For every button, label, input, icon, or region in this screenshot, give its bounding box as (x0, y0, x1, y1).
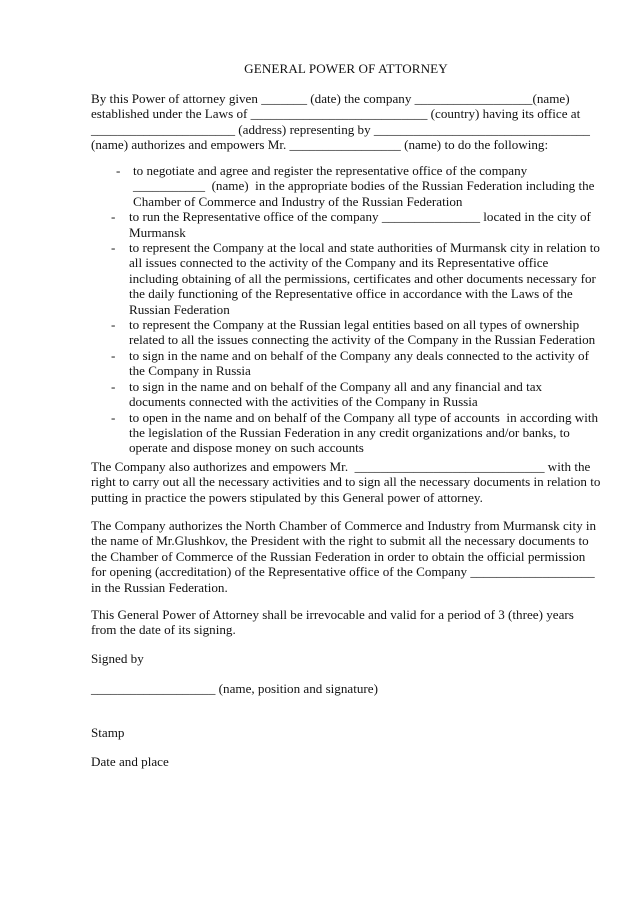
power-line: to sign in the name and on behalf of the Company all and any financial and tax (129, 378, 543, 394)
bullet-dash: - (111, 347, 116, 363)
validity-line: from the date of its signing. (91, 622, 236, 638)
intro-line: (name) authorizes and empowers Mr. _________________ (name) to do the following: (91, 137, 549, 153)
power-item (91, 410, 601, 456)
signature-caption: (name, position and signature) (215, 681, 378, 696)
powers-list (91, 163, 601, 456)
validity-paragraph (91, 607, 601, 638)
chamber-line: the name of Mr.Glushkov, the President with the right to submit all the necessary documents to (91, 533, 589, 549)
power-line: all issues connected to the activity of the Company and its Representative office (129, 255, 549, 271)
power-line: including obtaining of all the permissions, certificates and other documents necessary for (129, 270, 596, 286)
power-line: Chamber of Commerce and Industry of the Russian Federation (133, 193, 463, 209)
power-item (91, 163, 601, 209)
power-line: the legislation of the Russian Federation in any credit organizations and/or banks, to (129, 424, 570, 440)
power-line: the Company in Russia (129, 363, 251, 379)
power-line: operate and dispose money on such accounts (129, 440, 364, 456)
stamp-label: Stamp (91, 725, 125, 740)
power-item (91, 209, 601, 240)
intro-line: established under the Laws of ___________________________ (country) having its office at (91, 106, 581, 122)
chamber-line: in the Russian Federation. (91, 579, 228, 595)
bullet-dash: - (111, 317, 116, 333)
signed-by-label: Signed by (91, 651, 144, 666)
power-item (91, 317, 601, 348)
chamber-authorization-paragraph (91, 518, 601, 595)
chamber-line: the Chamber of Commerce of the Russian Federation in order to obtain the official permission (91, 548, 586, 564)
empowerment-line: The Company also authorizes and empowers Mr. _____________________________ with the (91, 459, 591, 474)
bullet-dash: - (111, 209, 116, 225)
validity-line: This General Power of Attorney shall be irrevocable and valid for a period of 3 (three) years (91, 607, 574, 622)
signature-line (91, 681, 601, 696)
power-item (91, 379, 601, 410)
document-title: GENERAL POWER OF ATTORNEY (244, 61, 448, 76)
power-line: ___________ (name) in the appropriate bodies of the Russian Federation including the (133, 178, 595, 194)
empowerment-paragraph (91, 459, 601, 505)
power-line: related to all the issues connecting the activity of the Company in the Russian Federation (129, 332, 596, 348)
power-line: the daily functioning of the Representative office in accordance with the Laws of the (129, 286, 573, 302)
bullet-dash: - (111, 240, 116, 256)
intro-line: ______________________ (address) representing by _________________________________ (91, 121, 590, 137)
date-place-label: Date and place (91, 754, 169, 769)
power-line: to open in the name and on behalf of the Company all type of accounts in according with (129, 409, 599, 425)
chamber-line: for opening (accreditation) of the Representative office of the Company ___________________ (91, 564, 595, 580)
bullet-dash: - (111, 378, 116, 394)
power-line: documents connected with the activities of the Company in Russia (129, 394, 478, 410)
bullet-dash: - (111, 409, 116, 425)
chamber-line: The Company authorizes the North Chamber of Commerce and Industry from Murmansk city in (91, 518, 597, 533)
power-line: to represent the Company at the Russian legal entities based on all types of ownership (129, 317, 580, 333)
power-item (91, 240, 601, 317)
power-item (91, 348, 601, 379)
power-line: Murmansk (129, 224, 186, 240)
intro-line: By this Power of attorney given _______ (date) the company __________________(name) (91, 91, 570, 106)
power-line: to sign in the name and on behalf of the Company any deals connected to the activity of (129, 347, 589, 363)
bullet-dash: - (116, 163, 121, 178)
power-line: to negotiate and agree and register the representative office of the company (133, 163, 528, 178)
signature-blank: ___________________ (91, 681, 216, 696)
power-line: Russian Federation (129, 301, 230, 317)
empowerment-line: putting in practice the powers stipulated by this General power of attorney. (91, 489, 483, 505)
power-line: to represent the Company at the local and state authorities of Murmansk city in relation to (129, 240, 600, 256)
intro-paragraph (91, 91, 601, 153)
power-line: to run the Representative office of the company _______________ located in the city of (129, 209, 591, 225)
empowerment-line: right to carry out all the necessary activities and to sign all the necessary documents in relation to (91, 474, 601, 490)
